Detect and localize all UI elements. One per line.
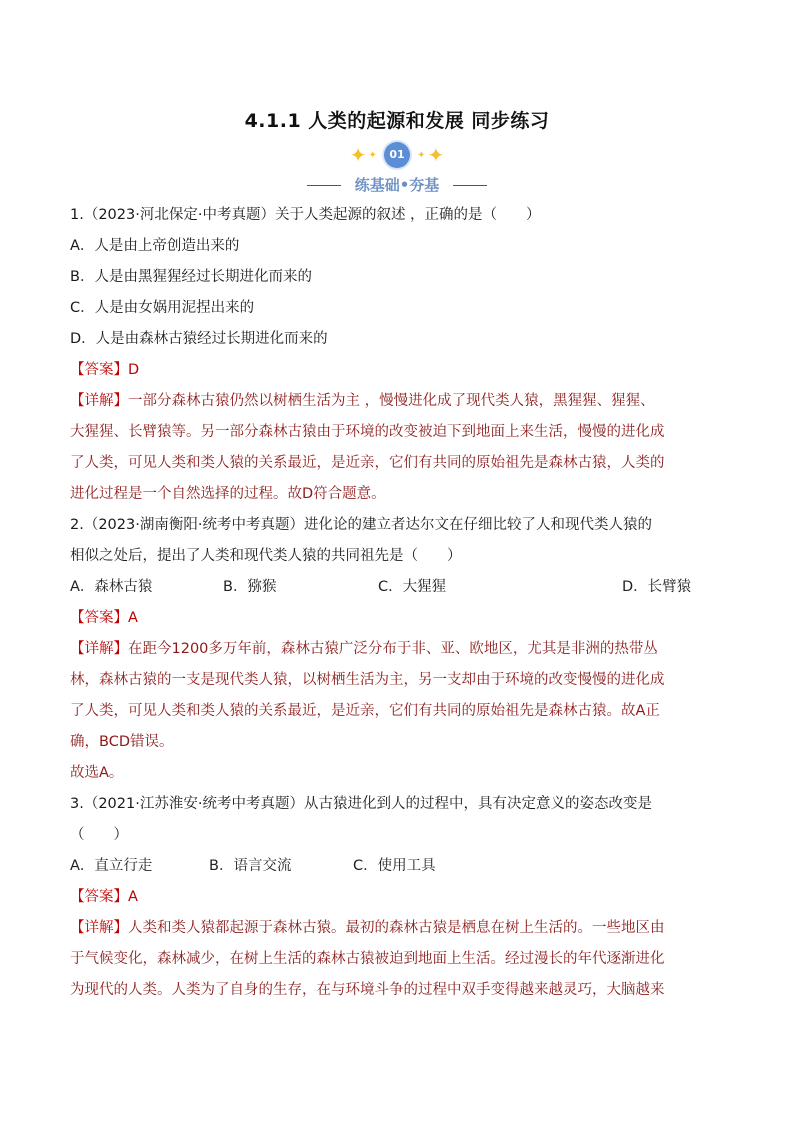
question-1-detail-line: 了人类，可见人类和类人猿的关系最近，是近亲，它们有共同的原始祖先是森林古猿，人类的 xyxy=(70,455,665,471)
section-header xyxy=(0,140,794,196)
question-1-detail-line xyxy=(70,386,726,417)
question-3-stem: （ ） xyxy=(70,827,128,843)
question-1-option-b: B．人是由黑猩猩经过长期进化而来的 xyxy=(70,269,312,285)
question-3-options xyxy=(70,851,726,882)
question-3-option-a: A．直立行走 xyxy=(70,858,153,874)
question-2-options xyxy=(70,572,726,603)
divider-line-right xyxy=(453,185,487,186)
question-3-option-c: C．使用工具 xyxy=(353,858,436,874)
sparkle-icon: ✦ xyxy=(349,143,367,167)
question-2-option-b: B．猕猴 xyxy=(223,579,277,595)
question-2-detail-line: 林，森林古猿的一支是现代类人猿，以树栖生活为主，另一支却由于环境的改变慢慢的进化成 xyxy=(70,672,665,688)
answer-value: A xyxy=(128,889,138,905)
divider-line-left xyxy=(307,185,341,186)
question-1-detail-line: 进化过程是一个自然选择的过程。故D符合题意。 xyxy=(70,486,386,502)
answer-value: D xyxy=(128,362,140,378)
question-1-stem: 1.（2023·河北保定·中考真题）关于人类起源的叙述 ，正确的是（ ） xyxy=(70,207,541,223)
question-2-option-d: D．长臂猿 xyxy=(622,579,692,595)
detail-tag: 【详解】 xyxy=(70,641,128,657)
question-2-detail-line: 确，BCD错误。 xyxy=(70,734,174,750)
answer-tag: 【答案】 xyxy=(70,610,128,626)
question-1-option-c: C．人是由女娲用泥捏出来的 xyxy=(70,300,255,316)
question-2-answer xyxy=(70,603,726,634)
sparkle-small-icon: ✦ xyxy=(417,149,426,161)
detail-tag: 【详解】 xyxy=(70,920,128,936)
section-label-row xyxy=(0,174,794,195)
question-2-detail-line: 故选A。 xyxy=(70,765,124,781)
answer-tag: 【答案】 xyxy=(70,889,128,905)
question-3-answer xyxy=(70,882,726,913)
question-2-detail-line: 了人类，可见人类和类人猿的关系最近，是近亲，它们有共同的原始祖先是森林古猿。故A正 xyxy=(70,703,660,719)
question-2-option-c: C．大猩猩 xyxy=(378,579,447,595)
question-3-stem: 3.（2021·江苏淮安·统考中考真题）从古猿进化到人的过程中，具有决定意义的姿态改变是 xyxy=(70,796,652,812)
document-title: 4.1.1 人类的起源和发展 同步练习 xyxy=(244,110,550,132)
section-label: 练基础•夯基 xyxy=(354,176,440,194)
question-1-detail-line: 大猩猩、长臂猿等。另一部分森林古猿由于环境的改变被迫下到地面上来生活，慢慢的进化成 xyxy=(70,424,665,440)
question-1-answer xyxy=(70,355,726,386)
sparkle-icon: ✦ xyxy=(427,143,445,167)
answer-value: A xyxy=(128,610,138,626)
question-3-detail-line: 于气候变化，森林减少，在树上生活的森林古猿被迫到地面上生活。经过漫长的年代逐渐进化 xyxy=(70,951,665,967)
question-3-option-b: B．语言交流 xyxy=(209,858,292,874)
question-3-detail-line: 为现代的人类。人类为了自身的生存，在与环境斗争的过程中双手变得越来越灵巧，大脑越来 xyxy=(70,982,665,998)
question-1-option-a: A．人是由上帝创造出来的 xyxy=(70,238,240,254)
detail-text: 一部分森林古猿仍然以树栖生活为主 ，慢慢进化成了现代类人猿，黑猩猩、猩猩、 xyxy=(128,393,655,409)
question-2-stem: 2.（2023·湖南衡阳·统考中考真题）进化论的建立者达尔文在仔细比较了人和现代类人猿的 xyxy=(70,517,652,533)
question-2-option-a: A．森林古猿 xyxy=(70,579,153,595)
question-1-option-d: D．人是由森林古猿经过长期进化而来的 xyxy=(70,331,328,347)
questions-content xyxy=(70,200,726,1006)
section-number-badge: 01 xyxy=(384,142,410,168)
question-2-detail-line xyxy=(70,634,726,665)
detail-text: 人类和类人猿都起源于森林古猿。最初的森林古猿是栖息在树上生活的。一些地区由 xyxy=(128,920,665,936)
question-2-stem: 相似之处后，提出了人类和现代类人猿的共同祖先是（ ） xyxy=(70,548,462,564)
sparkle-small-icon: ✦ xyxy=(368,149,377,161)
section-badge-row xyxy=(0,142,794,168)
answer-tag: 【答案】 xyxy=(70,362,128,378)
detail-tag: 【详解】 xyxy=(70,393,128,409)
detail-text: 在距今1200多万年前，森林古猿广泛分布于非、亚、欧地区，尤其是非洲的热带丛 xyxy=(128,641,658,657)
question-3-detail-line xyxy=(70,913,726,944)
